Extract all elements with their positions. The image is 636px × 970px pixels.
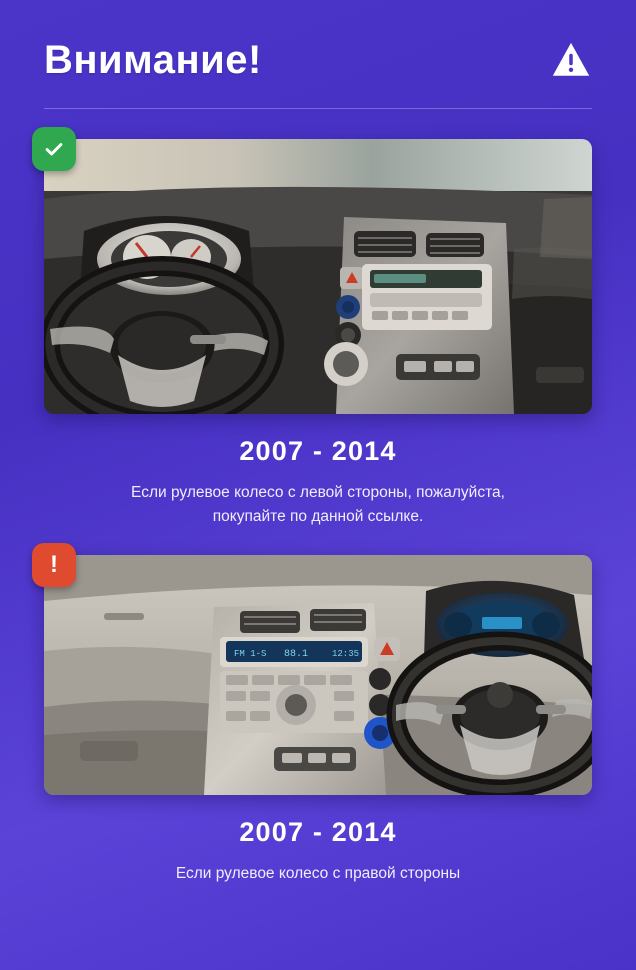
dashboard-photo-lhd	[44, 139, 592, 414]
exclamation-icon: !	[50, 551, 58, 579]
status-badge-warning	[32, 543, 76, 587]
caption-text-lhd	[84, 481, 552, 529]
caption-lhd	[44, 414, 592, 529]
svg-text:88.1: 88.1	[284, 649, 309, 661]
svg-text:12:35: 12:35	[332, 649, 360, 660]
svg-text:FM 1-S: FM 1-S	[234, 649, 267, 660]
page-title: Внимание!	[44, 38, 262, 82]
caption-line: Если рулевое колесо с левой стороны, пожалуйста,	[131, 484, 505, 501]
caption-line: покупайте по данной ссылке.	[212, 508, 424, 526]
header-divider	[44, 108, 592, 109]
caption-text-rhd	[84, 862, 552, 886]
caption-rhd	[44, 795, 592, 886]
dashboard-photo-rhd	[44, 551, 592, 795]
card-left-hand-drive	[44, 139, 592, 529]
caption-line: Если рулевое колесо с правой стороны	[175, 865, 461, 883]
caption-year-rhd: 2007 - 2014	[239, 817, 397, 848]
check-icon	[43, 138, 65, 160]
status-badge-ok	[32, 127, 76, 171]
warning-triangle-icon	[550, 39, 592, 81]
caption-year-lhd: 2007 - 2014	[239, 436, 397, 466]
card-right-hand-drive	[44, 551, 592, 886]
header	[0, 0, 636, 82]
